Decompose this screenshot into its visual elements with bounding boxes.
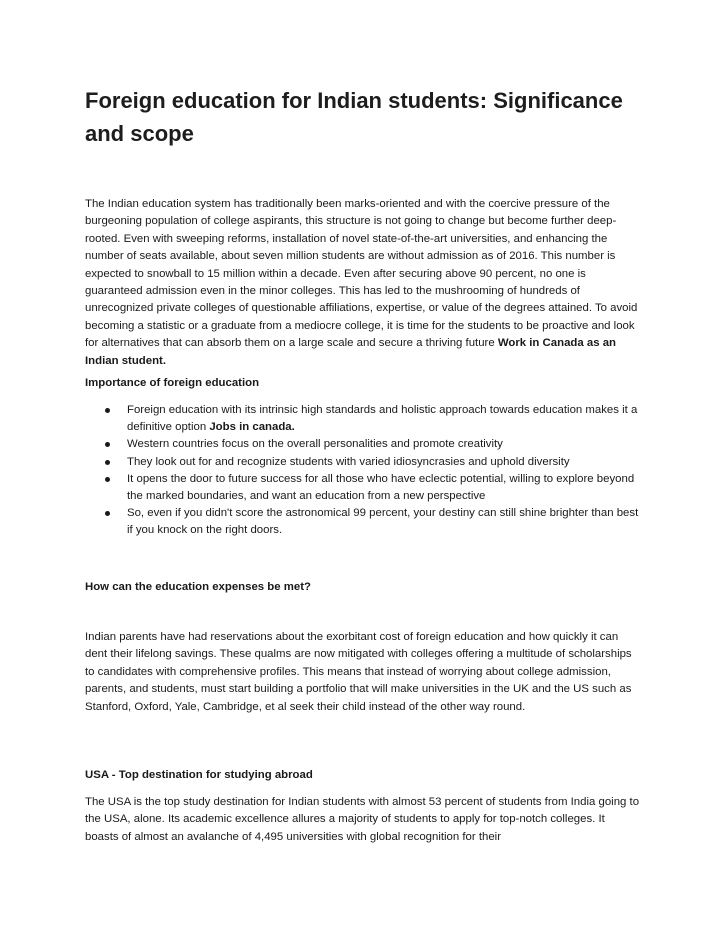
bullet-icon [105,408,110,413]
bullet-icon [105,511,110,516]
list-item [85,402,640,436]
intro-text: The Indian education system has traditionally been marks-oriented and with the coercive pressure of the burgeoning population of college aspirants, this structure is not going to change but become further deep-rooted. Even with sweeping reforms, installation of novel state-of-the-art universities, and enhancing the number of seats available, about seven million students are without admission as of 2016. This number is expected to snowball to 15 million within a decade. Even after securing above 90 percent, no one is guaranteed admission even in the minor colleges. This has led to the mushrooming of hundreds of unrecognized private colleges of questionable affiliations, expertise, or value of the degrees attained. To avoid becoming a statistic or a graduate from a mediocre college, it is time for the students to be proactive and look for alternatives that can absorb them on a large scale and secure a thriving future [85,198,638,350]
list-item [85,505,640,539]
section-heading-usa: USA - Top destination for studying abroad [85,769,313,781]
bullet-text: Western countries focus on the overall personalities and promote creativity [127,438,503,451]
bullet-text: Foreign education with its intrinsic high standards and holistic approach towards education makes it a definitive option [127,404,638,434]
bullet-text: They look out for and recognize students with varied idiosyncrasies and uphold diversity [127,455,570,468]
expenses-paragraph: Indian parents have had reservations about the exorbitant cost of foreign education and how quickly it can dent their lifelong savings. These qualms are now mitigated with colleges offering a multitude of scholarships to candidates with comprehensive profiles. This means that instead of worrying about college admission, parents, and students, must start building a portfolio that will make universities in the UK and the US such as Stanford, Oxford, Yale, Cambridge, et al seek their child instead of the other way round. [85,631,632,713]
bullet-icon [105,477,110,482]
bullet-bold-text: Jobs in canada. [209,421,295,434]
intro-bold-link-text: Work in Canada as an Indian student. [85,337,616,367]
page-title: Foreign education for Indian students: Significance and scope [85,88,623,146]
bullet-text: So, even if you didn't score the astronomical 99 percent, your destiny can still shine brighter than best if you knock on the right doors. [127,507,639,537]
intro-paragraph [85,196,640,370]
bullet-icon [105,460,110,465]
section-heading-expenses: How can the education expenses be met? [85,581,311,593]
list-item [85,471,640,505]
section-heading-importance: Importance of foreign education [85,377,260,389]
bullet-icon [105,442,110,447]
usa-paragraph: The USA is the top study destination for Indian students with almost 53 percent of students from India going to the USA, alone. Its academic excellence allures a majority of students to apply for top-notch colleges. It boasts of almost an avalanche of 4,495 universities with global recognition for their [85,796,640,843]
list-item [85,454,640,471]
importance-bullet-list [85,402,640,540]
bullet-text: It opens the door to future success for all those who have eclectic potential, willing to explore beyond the marked boundaries, and want an education from a new perspective [127,472,635,503]
list-item [85,436,640,453]
